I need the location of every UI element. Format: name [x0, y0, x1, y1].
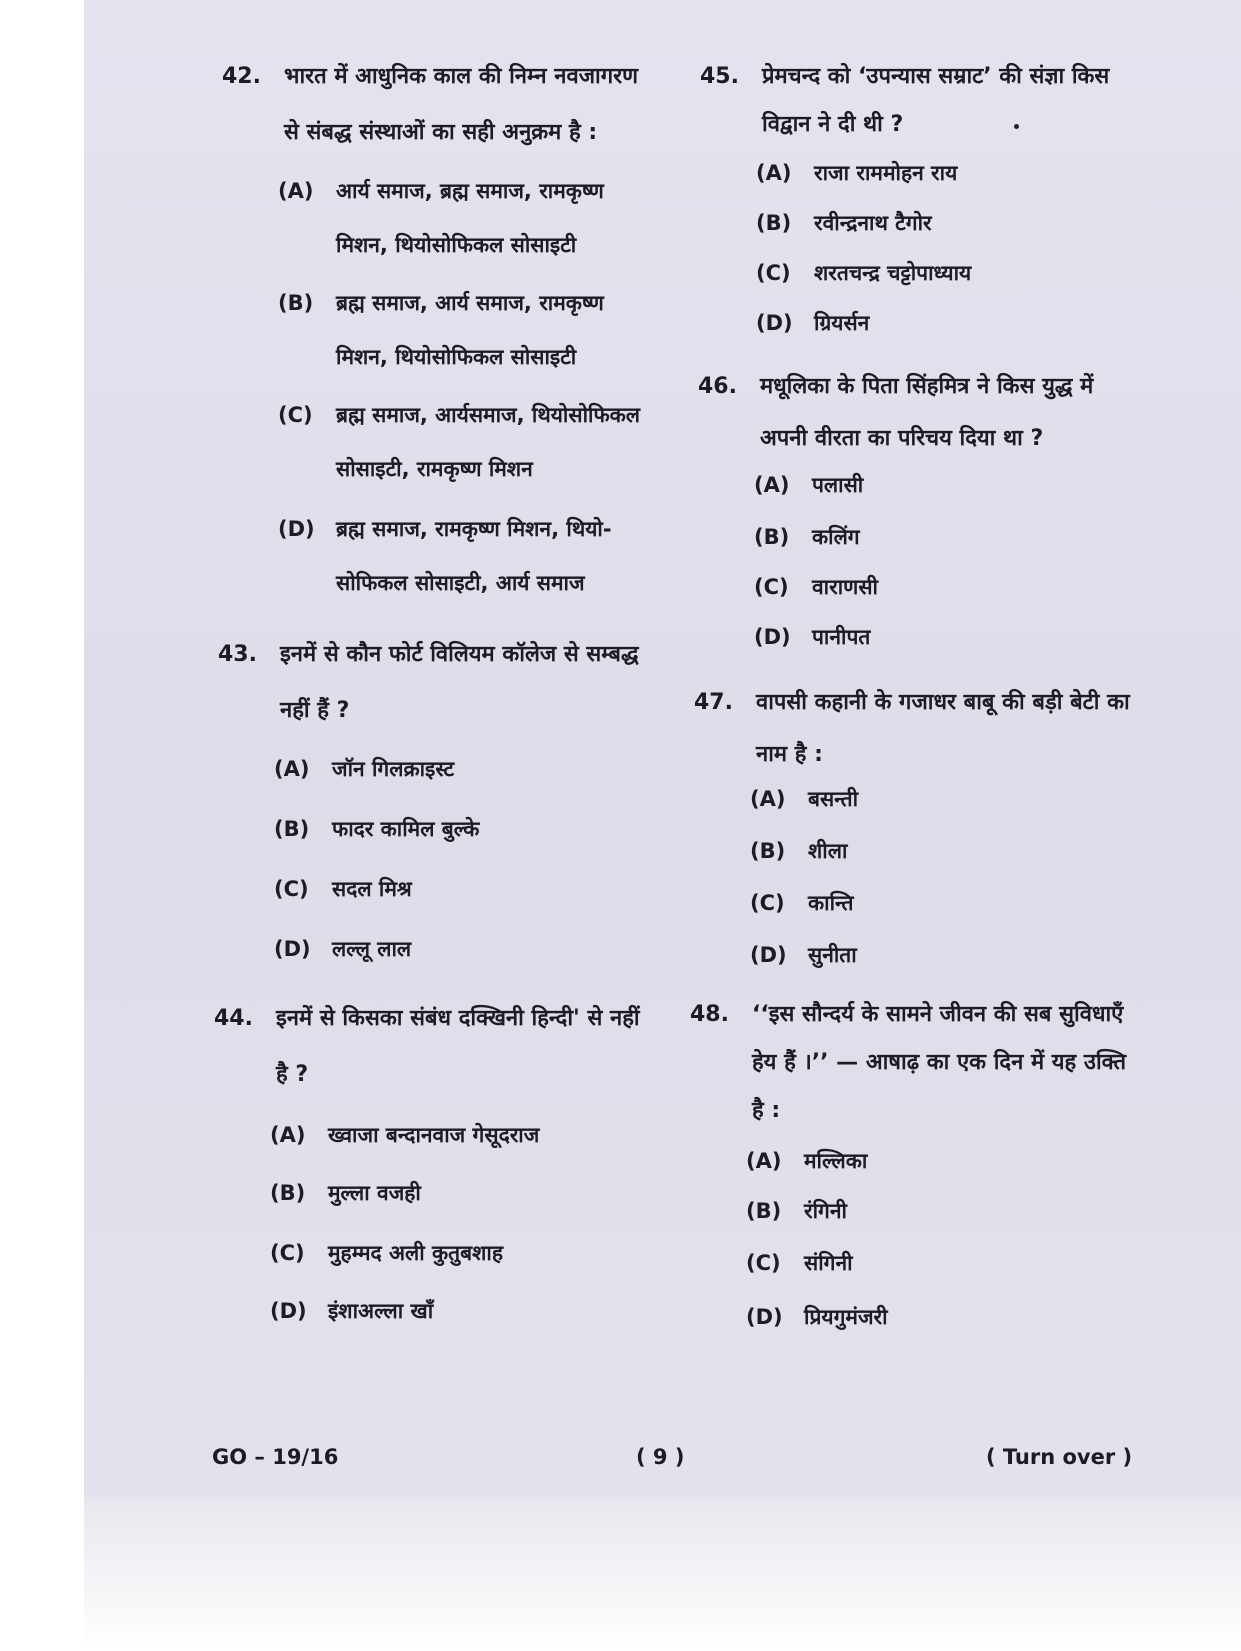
option-label: (A): [274, 757, 310, 781]
question-text-line: विद्वान ने दी थी ?: [762, 112, 904, 137]
option-text-line: रंगिनी: [804, 1199, 847, 1223]
option-text-line: ख्वाजा बन्दानवाज गेसूदराज: [328, 1123, 540, 1147]
page-bottom-margin: [84, 1497, 1241, 1651]
option-text-line: मुल्ला वजही: [328, 1181, 421, 1205]
question-text-line: अपनी वीरता का परिचय दिया था ?: [760, 426, 1044, 451]
option-text-line: मुहम्मद अली कुतुबशाह: [328, 1241, 503, 1265]
question-text-line: है ?: [276, 1062, 309, 1087]
option-text-line: शीला: [808, 839, 848, 863]
ink-dot: [1014, 124, 1019, 129]
turn-over-note: ( Turn over ): [986, 1445, 1133, 1469]
option-label: (C): [750, 891, 785, 915]
option-text-line: बसन्ती: [808, 787, 859, 811]
option-text-line: संगिनी: [804, 1251, 853, 1275]
option-label: (D): [278, 517, 315, 541]
question-text-line: वापसी कहानी के गजाधर बाबू की बड़ी बेटी का: [756, 690, 1130, 715]
question-text-line: मधूलिका के पिता सिंहमित्र ने किस युद्ध में: [760, 374, 1094, 399]
option-label: (C): [754, 575, 789, 599]
option-label: (A): [754, 473, 790, 497]
option-label: (D): [750, 943, 787, 967]
option-label: (B): [746, 1199, 782, 1223]
option-label: (C): [270, 1241, 305, 1265]
question-text-line: ‘‘इस सौन्दर्य के सामने जीवन की सब सुविधाएँ: [752, 1002, 1124, 1027]
question-text-line: है :: [752, 1098, 781, 1123]
question-number: 44.: [214, 1006, 253, 1031]
question-number: 46.: [698, 374, 737, 399]
option-label: (B): [278, 291, 314, 315]
option-text-line: आर्य समाज, ब्रह्म समाज, रामकृष्ण: [336, 179, 604, 203]
question-number: 42.: [222, 64, 261, 89]
option-text-line: वाराणसी: [812, 575, 878, 599]
option-text-line: सोफिकल सोसाइटी, आर्य समाज: [336, 571, 585, 595]
question-number: 43.: [218, 642, 257, 667]
option-text-line: शरतचन्द्र चट्टोपाध्याय: [814, 261, 972, 285]
option-label: (A): [756, 161, 792, 185]
scanned-page: [84, 0, 1241, 1497]
option-label: (C): [756, 261, 791, 285]
question-text-line: भारत में आधुनिक काल की निम्न नवजागरण: [284, 64, 639, 89]
option-label: (D): [746, 1305, 783, 1329]
option-text-line: मिशन, थियोसोफिकल सोसाइटी: [336, 233, 577, 257]
question-text-line: नहीं हैं ?: [280, 698, 350, 723]
question-text-line: प्रेमचन्द को ‘उपन्यास सम्राट’ की संज्ञा किस: [762, 64, 1110, 89]
option-label: (D): [754, 625, 791, 649]
option-label: (A): [750, 787, 786, 811]
option-text-line: मल्लिका: [804, 1149, 868, 1173]
page-number: ( 9 ): [636, 1445, 685, 1469]
question-number: 45.: [700, 64, 739, 89]
option-text-line: ग्रियर्सन: [814, 311, 870, 335]
question-text-line: इनमें से किसका संबंध दक्खिनी हिन्दी' से नहीं: [276, 1006, 640, 1031]
option-text-line: ब्रह्म समाज, रामकृष्ण मिशन, थियो-: [336, 517, 612, 541]
option-text-line: ब्रह्म समाज, आर्य समाज, रामकृष्ण: [336, 291, 604, 315]
option-label: (A): [270, 1123, 306, 1147]
paper-code: GO – 19/16: [212, 1445, 339, 1469]
option-label: (B): [274, 817, 310, 841]
option-text-line: लल्लू लाल: [332, 937, 412, 961]
option-label: (B): [270, 1181, 306, 1205]
question-text-line: से संबद्ध संस्थाओं का सही अनुक्रम है :: [284, 120, 598, 145]
option-text-line: पानीपत: [812, 625, 871, 649]
option-text-line: ब्रह्म समाज, आर्यसमाज, थियोसोफिकल: [336, 403, 640, 427]
question-number: 47.: [694, 690, 733, 715]
option-label: (D): [756, 311, 793, 335]
option-text-line: मिशन, थियोसोफिकल सोसाइटी: [336, 345, 577, 369]
option-label: (A): [278, 179, 314, 203]
option-label: (B): [750, 839, 786, 863]
option-label: (C): [274, 877, 309, 901]
option-label: (D): [270, 1299, 307, 1323]
option-text-line: राजा राममोहन राय: [814, 161, 958, 185]
option-text-line: कलिंग: [812, 525, 860, 549]
option-text-line: रवीन्द्रनाथ टैगोर: [814, 211, 932, 235]
option-text-line: जॉन गिलक्राइस्ट: [332, 757, 455, 781]
option-label: (D): [274, 937, 311, 961]
option-label: (B): [756, 211, 792, 235]
option-label: (A): [746, 1149, 782, 1173]
option-text-line: सदल मिश्र: [332, 877, 412, 901]
question-text-line: इनमें से कौन फोर्ट विलियम कॉलेज से सम्बद्ध: [280, 642, 639, 667]
option-text-line: सोसाइटी, रामकृष्ण मिशन: [336, 457, 533, 481]
option-text-line: प्रियगुमंजरी: [804, 1305, 888, 1329]
option-text-line: कान्ति: [808, 891, 854, 915]
question-number: 48.: [690, 1002, 729, 1027]
option-label: (C): [278, 403, 313, 427]
option-text-line: सुनीता: [808, 943, 857, 967]
option-text-line: फादर कामिल बुल्के: [332, 817, 480, 841]
option-label: (B): [754, 525, 790, 549]
option-text-line: पलासी: [812, 473, 864, 497]
question-text-line: हेय हैं ।’’ — आषाढ़ का एक दिन में यह उक्ति: [752, 1050, 1126, 1075]
option-label: (C): [746, 1251, 781, 1275]
question-text-line: नाम है :: [756, 742, 823, 767]
option-text-line: इंशाअल्ला खाँ: [328, 1299, 434, 1323]
